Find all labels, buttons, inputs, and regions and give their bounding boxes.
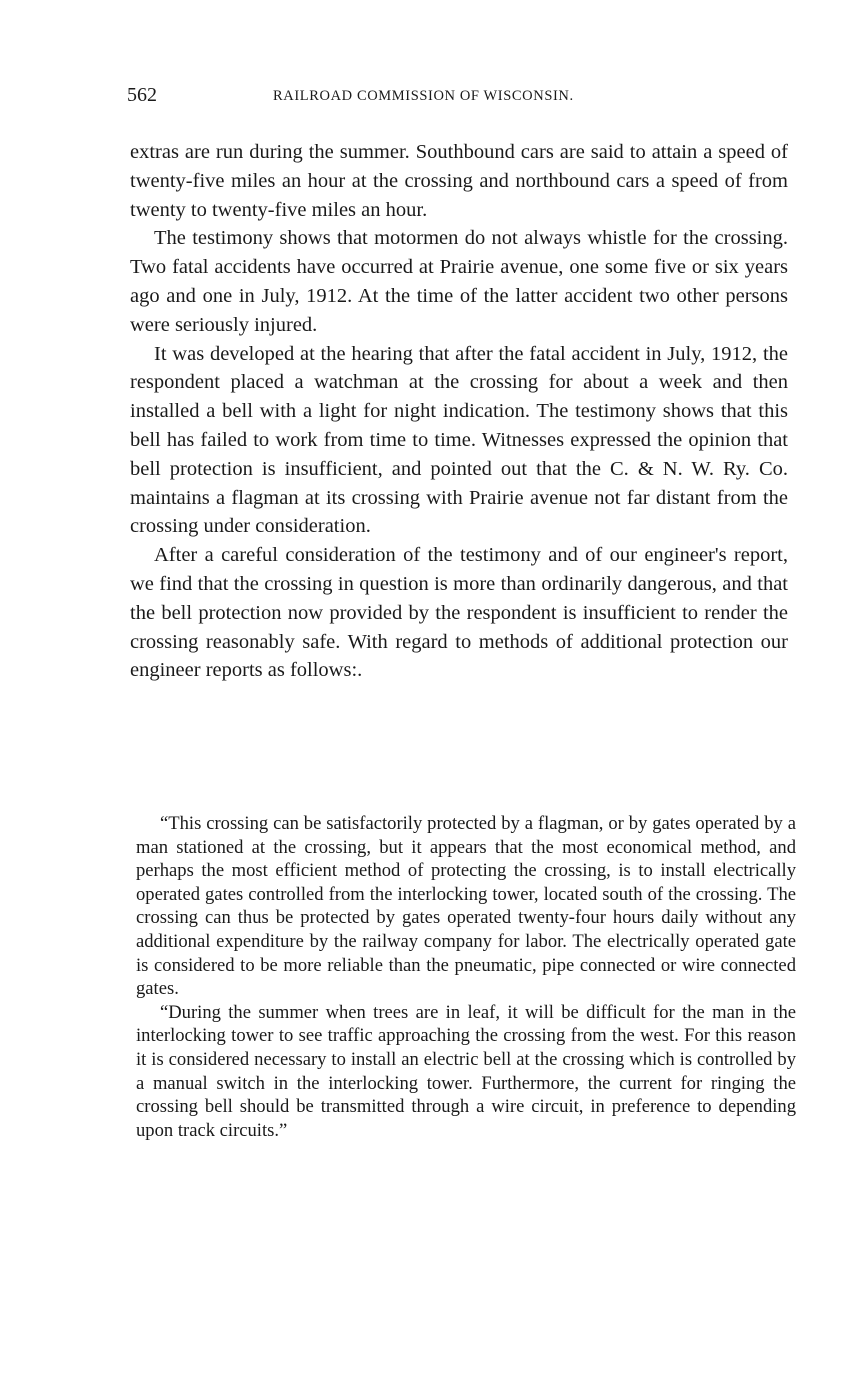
quote-paragraph: “This crossing can be satisfactorily protected by a flagman, or by gates operated by a man stationed at the crossing, but it appears that the most economical method, and perhaps the most efficient method of protecting the crossing, is to install electrically operated gates controlled from the interlocking tower, located south of the crossing. The crossing can thus be protected by gates operated twenty-four hours daily without any additional expenditure by the railway company for labor. The electrically operated gate is considered to be more reliable than the pneumatic, pipe connected or wire connected gates. (136, 813, 796, 1000)
body-paragraph: After a careful consideration of the testimony and of our engineer's report, we find that the crossing in question is more than ordinarily dangerous, and that the bell protection now provided by the respondent is insufficient to render the crossing reasonably safe. With regard to methods of additional protection our engineer reports as follows:. (130, 544, 788, 682)
body-paragraph: It was developed at the hearing that after the fatal accident in July, 1912, the respondent placed a watchman at the crossing for about a week and then installed a bell with a light for night indication. The testimony shows that this bell has failed to work from time to time. Witnesses expressed the opinion that bell protection is insufficient, and pointed out that the C. & N. W. Ry. Co. maintains a flagman at its crossing with Prairie avenue not far distant from the crossing under consideration. (130, 342, 788, 538)
page-number: 562 (127, 84, 157, 106)
page-header (127, 84, 787, 112)
body-text (130, 138, 788, 685)
quote-paragraph: “During the summer when trees are in leaf, it will be difficult for the man in the interlocking tower to see traffic approaching the crossing from the west. For this reason it is considered necessary to install an electric bell at the crossing which is controlled by a manual switch in the interlocking tower. Furthermore, the current for ringing the crossing bell should be transmitted through a wire circuit, in preference to depending upon track circuits.” (136, 1001, 796, 1141)
body-paragraph: extras are run during the summer. Southbound cars are said to attain a speed of twenty-five miles an hour at the crossing and northbound cars a speed of from twenty to twenty-five miles an hour. (130, 141, 788, 221)
body-paragraph: The testimony shows that motormen do not always whistle for the crossing. Two fatal accidents have occurred at Prairie avenue, one some five or six years ago and one in July, 1912. At the time of the latter accident two other persons were seriously injured. (130, 227, 788, 336)
running-head: RAILROAD COMMISSION OF WISCONSIN. (273, 88, 574, 104)
engineer-report-quote (136, 812, 796, 1142)
